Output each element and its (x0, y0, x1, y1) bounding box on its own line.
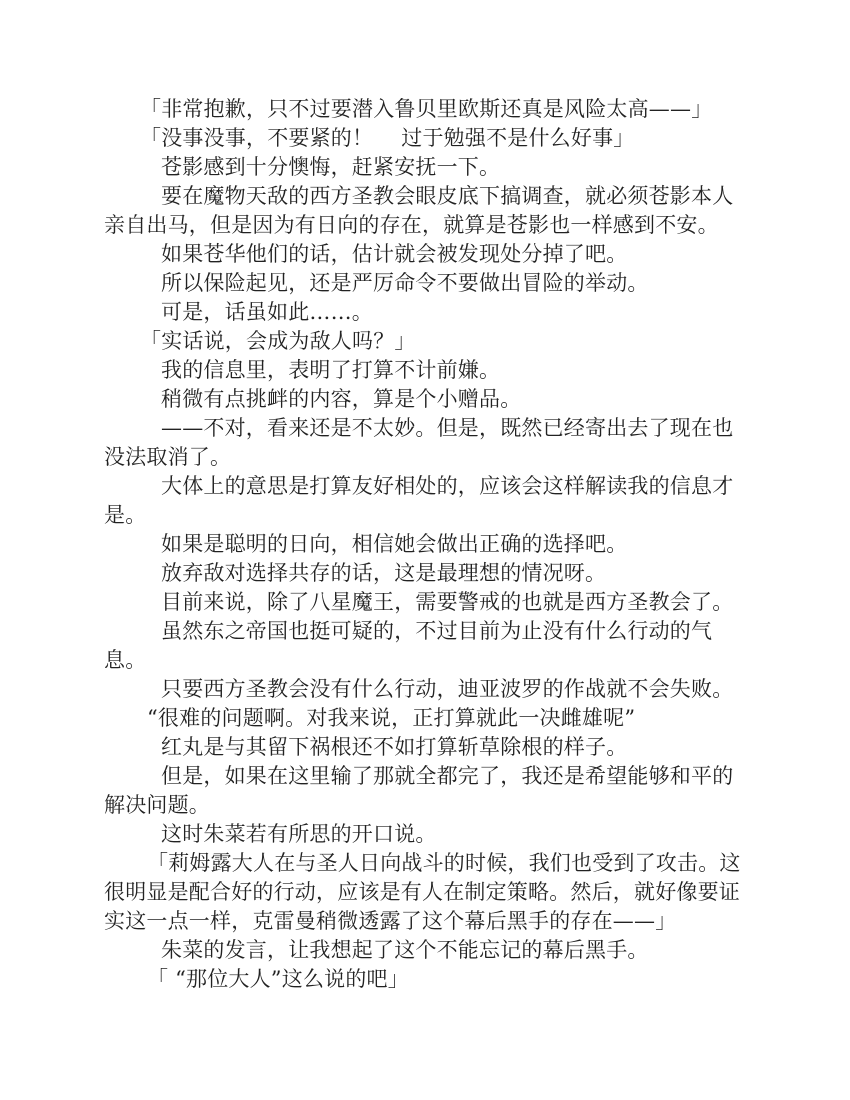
paragraph: 虽然东之帝国也挺可疑的，不过目前为止没有什么行动的气息。 (104, 619, 713, 672)
paragraph: 如果是聪明的日向，相信她会做出正确的选择吧。 (161, 532, 628, 556)
paragraph: 朱菜的发言，让我想起了这个不能忘记的幕后黑手。 (161, 938, 649, 962)
paragraph: “很难的问题啊。对我来说，正打算就此一决雌雄呢” (147, 706, 636, 730)
paragraph: 放弃敌对选择共存的话，这是最理想的情况呀。 (161, 561, 607, 585)
paragraph: 要在魔物天敌的西方圣教会眼皮底下搞调查，就必须苍影本人亲自出马，但是因为有日向的存在，就算是苍影也一样感到不安。 (104, 184, 734, 237)
paragraph: 这时朱菜若有所思的开口说。 (161, 822, 437, 846)
paragraph: 目前来说，除了八星魔王，需要警戒的也就是西方圣教会了。 (161, 590, 734, 614)
paragraph: 「没事没事，不要紧的！ 过于勉强不是什么好事」 (140, 126, 635, 150)
paragraph: 所以保险起见，还是严厉命令不要做出冒险的举动。 (161, 271, 649, 295)
paragraph: 但是，如果在这里输了那就全都完了，我还是希望能够和平的解决问题。 (104, 764, 734, 817)
paragraph: 红丸是与其留下祸根还不如打算斩草除根的样子。 (161, 735, 628, 759)
paragraph: 稍微有点挑衅的内容，算是个小赠品。 (161, 387, 522, 411)
paragraph: 「实话说，会成为敌人吗？」 (140, 329, 416, 353)
paragraph: 我的信息里，表明了打算不计前嫌。 (161, 358, 501, 382)
paragraph: ——不对，看来还是不太妙。但是，既然已经寄出去了现在也没法取消了。 (104, 416, 734, 469)
paragraph: 「 “那位大人”这么说的吧」 (147, 967, 409, 991)
paragraph: 只要西方圣教会没有什么行动，迪亚波罗的作战就不会失败。 (161, 677, 734, 701)
paragraph: 「非常抱歉，只不过要潜入鲁贝里欧斯还真是风险太高——」 (140, 97, 713, 121)
paragraph: 可是，话虽如此……。 (161, 300, 373, 324)
paragraph: 「莉姆露大人在与圣人日向战斗的时候，我们也受到了攻击。这很明显是配合好的行动，应该是有人在制定策略。然后，就好像要证实这一点一样，克雷曼稍微透露了这个幕后黑手的存在——」 (104, 851, 741, 933)
paragraph: 苍影感到十分懊悔，赶紧安抚一下。 (161, 155, 501, 179)
paragraph: 如果苍华他们的话，估计就会被发现处分掉了吧。 (161, 242, 628, 266)
document-body (104, 95, 754, 994)
paragraph: 大体上的意思是打算友好相处的，应该会这样解读我的信息才是。 (104, 474, 734, 527)
